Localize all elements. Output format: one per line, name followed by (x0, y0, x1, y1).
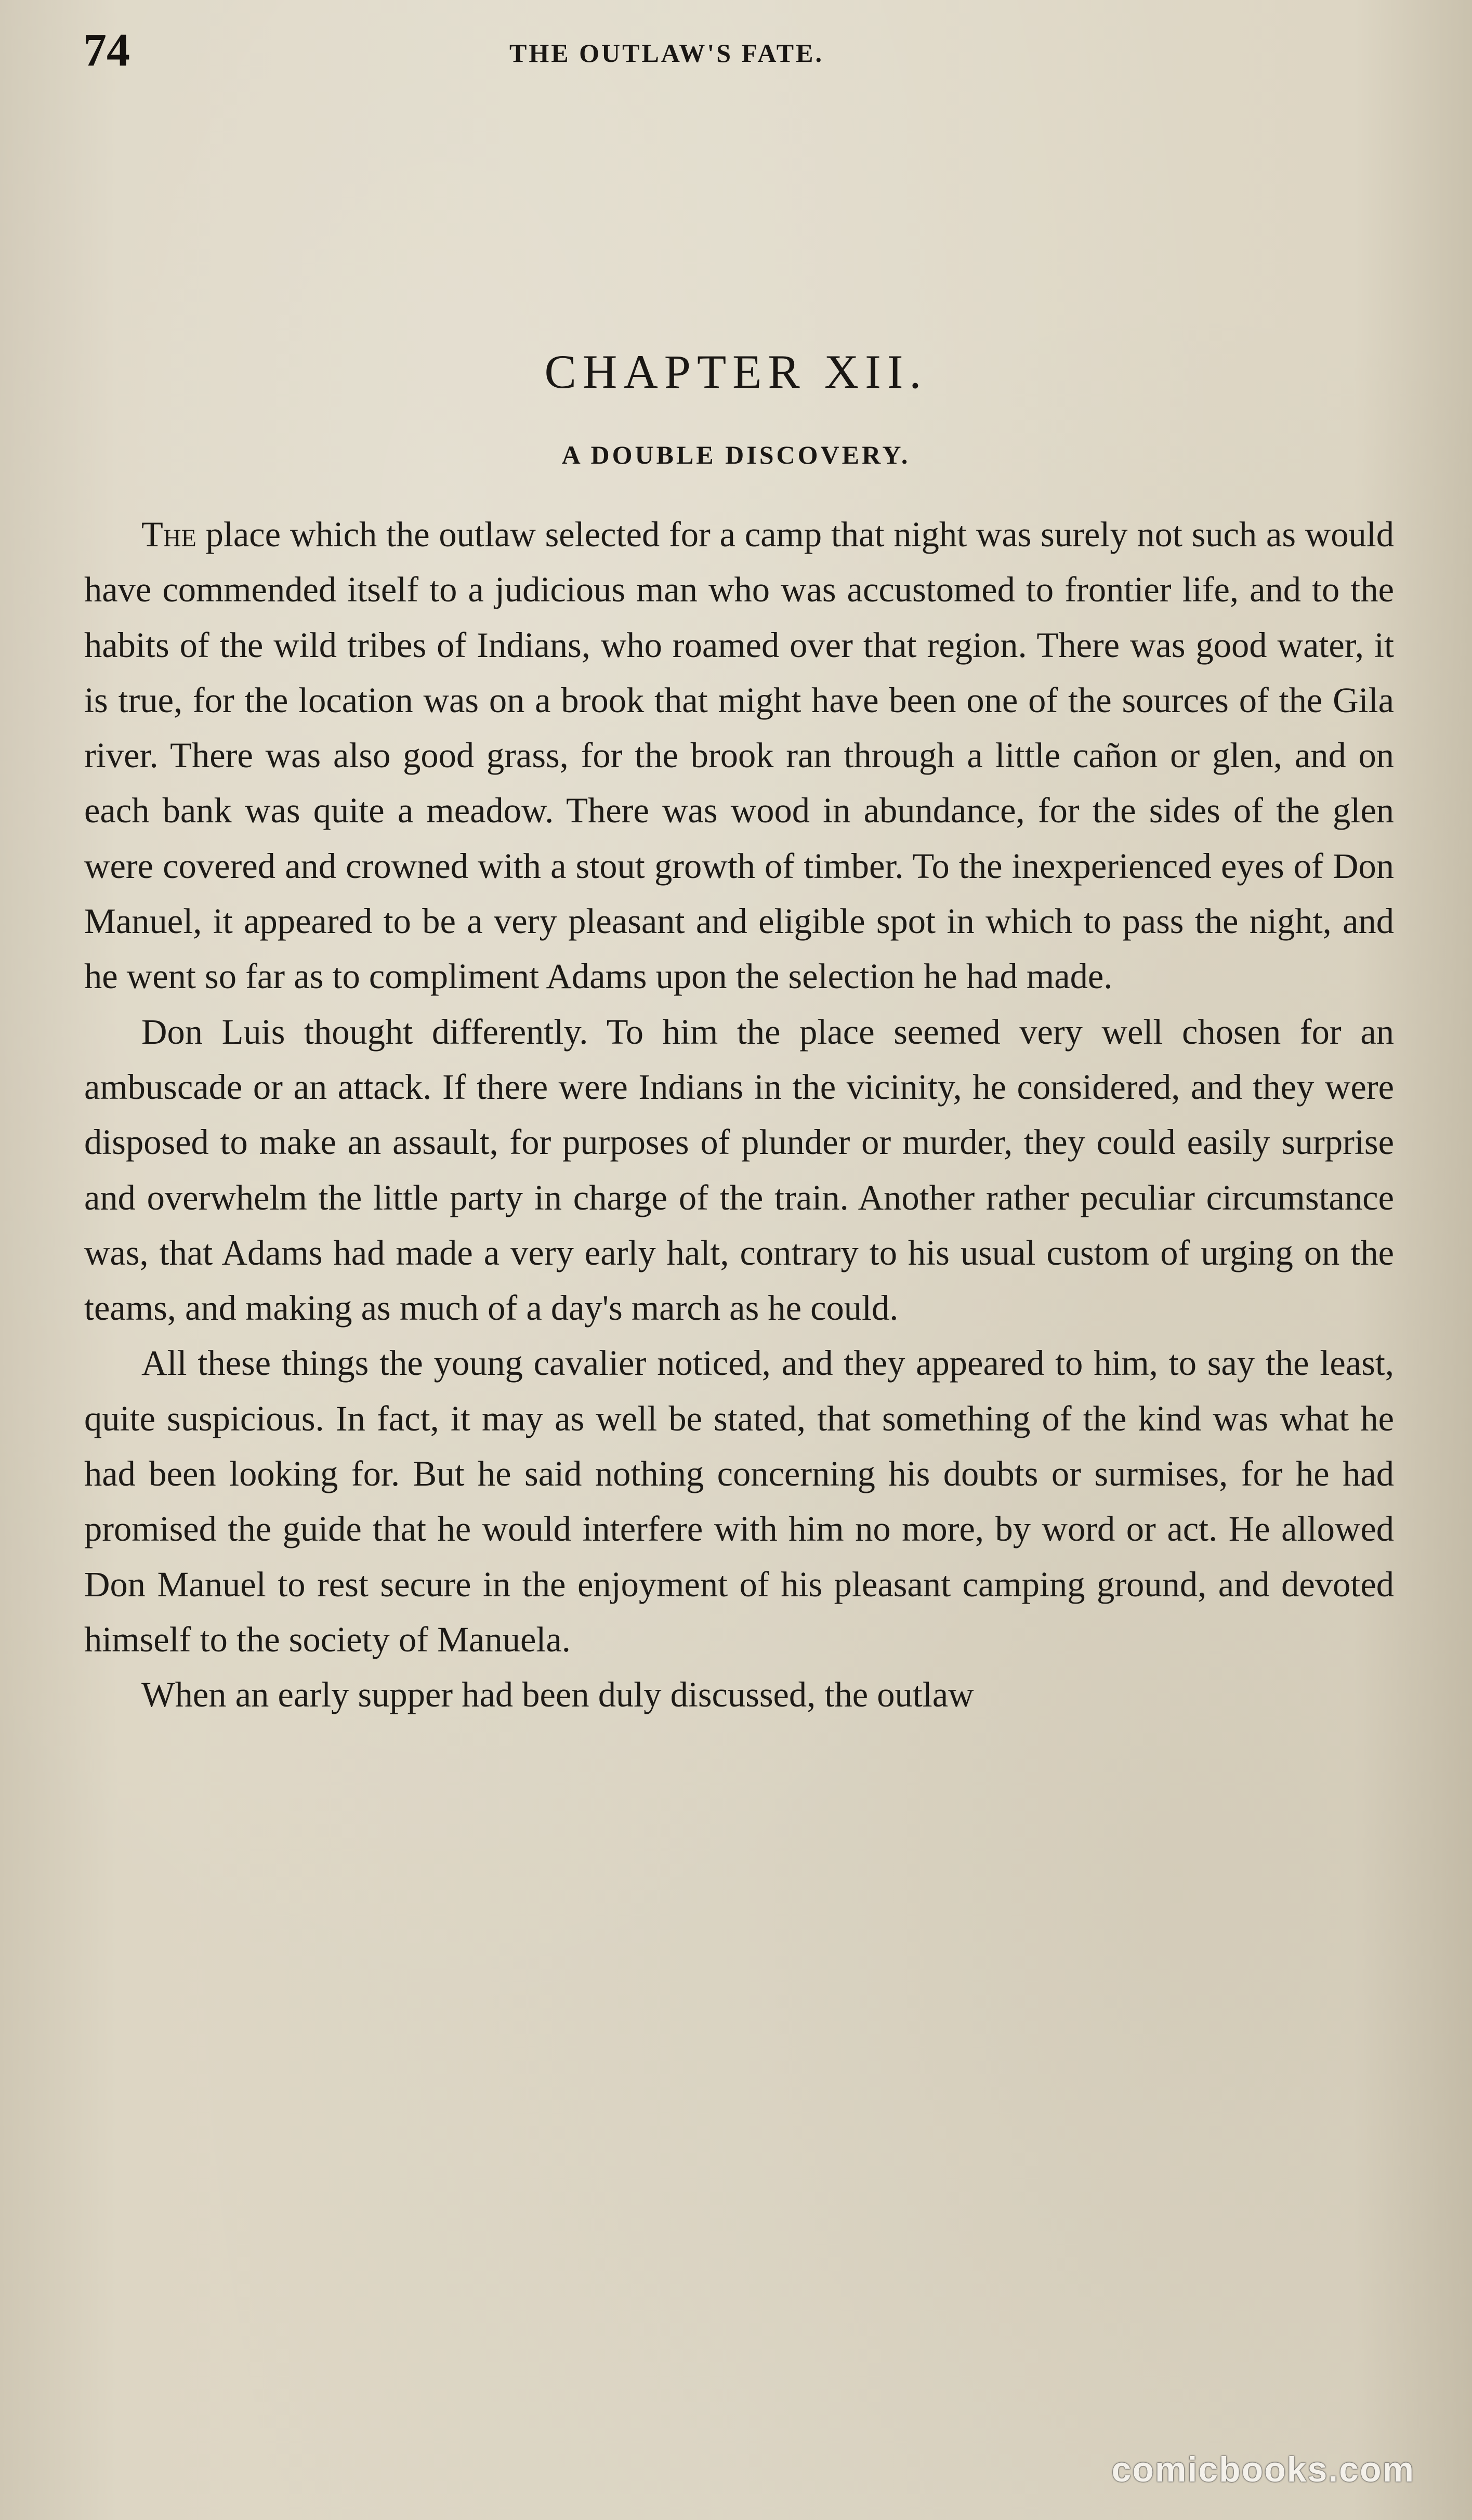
page-number: 74 (83, 24, 130, 76)
running-title: THE OUTLAW'S FATE. (509, 38, 824, 68)
chapter-title: CHAPTER XII. (544, 345, 928, 398)
watermark: comicbooks.com (1111, 2450, 1415, 2489)
chapter-subtitle: A DOUBLE DISCOVERY. (561, 440, 911, 469)
running-head (83, 24, 1393, 76)
paragraph-text: Don Luis thought differently. To him the place seemed very well chosen for an ambuscade or an attack. If there were Indians in the vicinity, he considered, and they were disposed to make an assault, for purposes of plunder or murder, they could easily surprise and overwhelm the little party in charge of the train. Another rather peculiar circumstance was, that Adams had made a very early halt, contrary to his usual custom of urging on the teams, and making as much of a day's march as he could. (84, 1012, 1394, 1328)
paragraph-1 (84, 507, 1394, 1004)
paragraph-lead-word: The (141, 515, 196, 554)
paragraph-2 (84, 1004, 1394, 1336)
paragraph-text: All these things the young cavalier noticed, and they appeared to him, to say the least, quite suspicious. In fact, it may as well be stated, that something of the kind was what he had been looking for. But he said nothing concerning his doubts or surmises, for he had promised the guide that he would interfere with him no more, by word or act. He allowed Don Manuel to rest secure in the enjoyment of his pleasant camping ground, and devoted himself to the society of Manuela. (84, 1343, 1394, 1659)
paragraph-text: When an early supper had been duly discussed, the outlaw (141, 1675, 974, 1715)
paragraph-4 (84, 1667, 1394, 1722)
paragraph-text: place which the outlaw selected for a camp that night was surely not such as would have commended itself to a judicious man who was accustomed to frontier life, and to the habits of the wild tribes of Indians, who roamed over that region. There was good water, it is true, for the location was on a brook that might have been one of the sources of the Gila river. There was also good grass, for the brook ran through a little cañon or glen, and on each bank was quite a meadow. There was wood in abundance, for the sides of the glen were covered and crowned with a stout growth of timber. To the inexperienced eyes of Don Manuel, it appeared to be a very pleasant and eligible spot in which to pass the night, and he went so far as to compliment Adams upon the selection he had made. (84, 515, 1394, 996)
body-text (84, 507, 1394, 2388)
paragraph-3 (84, 1335, 1394, 1667)
